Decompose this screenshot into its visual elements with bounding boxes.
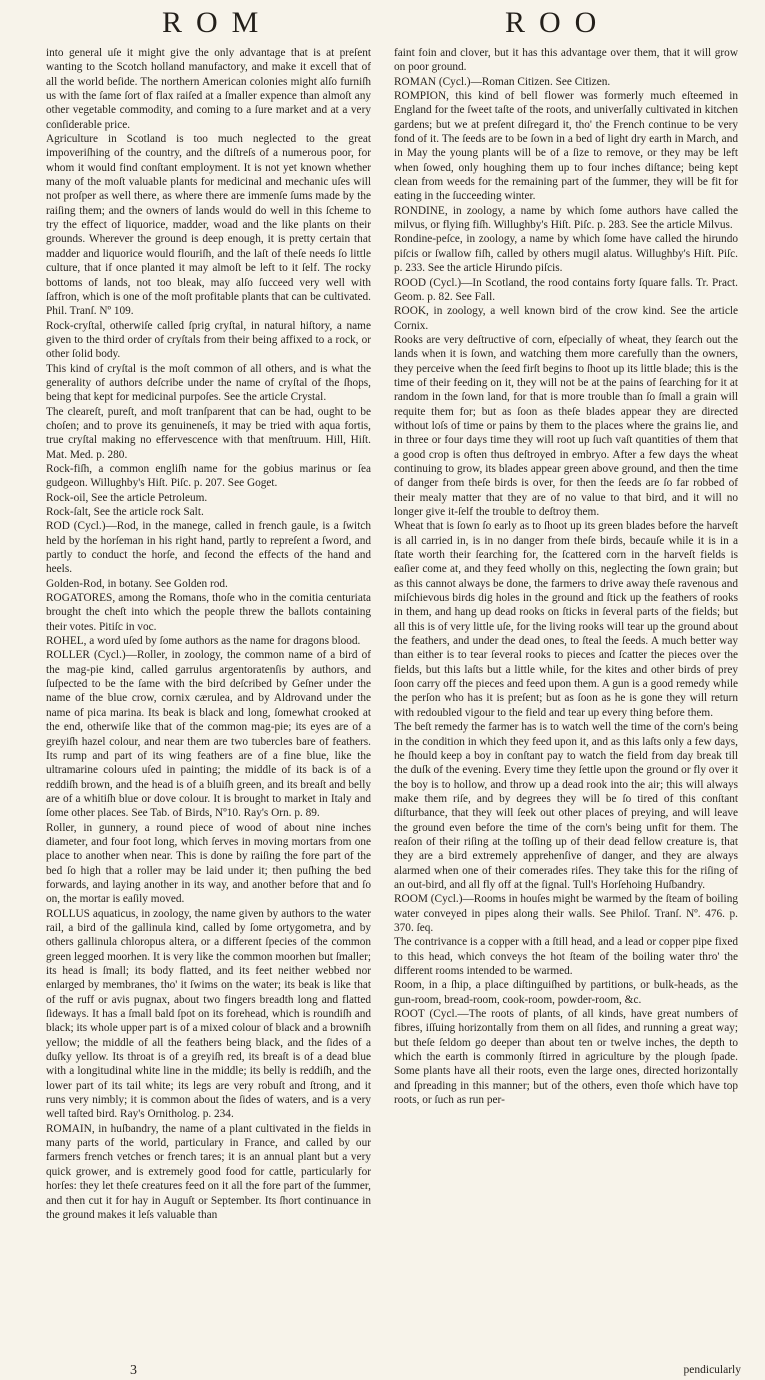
running-head-right: ROO (505, 6, 611, 39)
entry-rock-salt: Rock-ſalt, See the article rock Salt. (46, 506, 204, 518)
paragraph: into general uſe it might give the only advantage that is at preſent wanting to the Scotch holland manufactory, and make it excell that of all the world beſide. The northern American colonies might alſo furniſh us with the ſame ſort of flax raiſed at a ſmaller expence than almoſt any other vegetable commodity, and coming to a ſure market and at a very conſiderable price. (46, 47, 371, 131)
entry-rook: ROOK, in zoology, a well known bird of the crow kind. See the article Cornix. (394, 305, 738, 332)
paragraph: Agriculture in Scotland is too much neglected to the great impoveriſhing of the country, and the diſtreſs of a numerous poor, for whom it would find conſtant employment. It is not yet known whether many of the moſt valuable plants for medicinal and mechanic uſes will not proſper as well there, as where there are immenſe ſums made by the raiſing them; and the owners of lands would do well in this ſcheme to try the effect of liquorice, madder, woad and the like plants on their grounds. Wherever the ground is deep enough, it is pretty certain that madder and liquorice would flouriſh, and the laſt of theſe needs ſo little culture, that if once planted it may almoſt be left to it ſelf. The rocky bottoms of lands, not too bleak, may alſo ſucceed very well with ſaffron, which is one of the moſt profitable plants that can be cultivated. Phil. Tranſ. Nº 109. (46, 133, 371, 318)
entry-rogatores: ROGATORES, among the Romans, thoſe who in the comitia centuriata brought the cheſt into which the people threw the ballots containing their votes. Pitiſc in voc. (46, 592, 371, 633)
paragraph: Wheat that is ſown ſo early as to ſhoot up its green blades before the harveſt is all carried in, is in no danger from theſe birds, becauſe while it is in a ſtate worth their ſearching for, the ſcattered corn in the harveſt fields is eaſier come at, and they feed wholly on this, neglecting the ſown grain; but as this cannot always be done, the farmers to drive away theſe ravenous and miſchievous birds dig holes in the ground and ſtick up the feathers of rooks in them, and hang up dead rooks on ſticks in ſeveral parts of the fields; but all this is of very little uſe, for the living rooks will tear up the ground about the feathers, and under the dead ones, to ſteal the ſeeds. A much better way than either is to tear ſeveral rooks to pieces and ſcatter the pieces over the fields, but this laſts but a little while, for the kites and other birds of prey ſoon carry off the pieces and feed upon them. A gun is a good remedy while the perſon who has it is preſent; but as ſoon as he is gone they will return with redoubled vigour to the field and tear up every thing before them. (394, 520, 738, 719)
paragraph: This kind of cryſtal is the moſt common of all others, and is what the generality of authors deſcribe under the name of cryſtal of the ſhops, being that kept for medicinal purpoſes. See the article Crystal. (46, 362, 371, 404)
entry-rod: ROD (Cycl.)—Rod, in the manege, called in french gaule, is a ſwitch held by the horſeman in his right hand, partly to repreſent a ſword, and partly to conduct the horſe, and ſecond the effects of the hand and heels. (46, 520, 371, 576)
entry-room: ROOM (Cycl.)—Rooms in houſes might be warmed by the ſteam of boiling water conveyed in pipes along their walls. See Philoſ. Tranſ. Nº. 476. p. 370. ſeq. (394, 893, 738, 934)
signature-mark: 3 (130, 1363, 137, 1378)
paragraph: faint foin and clover, but it has this advantage over them, that it will grow on poor ground. (394, 47, 738, 74)
left-column (46, 46, 371, 1222)
entry-rood: ROOD (Cycl.)—In Scotland, the rood contains forty ſquare falls. Tr. Pract. Geom. p. 82. See Fall. (394, 276, 738, 303)
entry-romain: ROMAIN, in huſbandry, the name of a plant cultivated in the fields in many parts of the world, particulary in France, and called by our farmers french vetches or french tares; it is an annual plant but a very quick grower, and is extremely good food for cattle, particularly for horſes: they let theſe creatures feed on it all the fore part of the ſummer, and then cut it for hay in Auguſt or September. Its ſhort continuance in the ground makes it leſs valuable than (46, 1122, 371, 1221)
entry-rollus: ROLLUS aquaticus, in zoology, the name given by authors to the water rail, a bird of the gallinula kind, called by ſome ortygometra, and by others gallinula chloropus altera, or a different ſpecies of the common green legged moorhen. It is very like the common moorhen but ſmaller; its head is ſmall; its body flatted, and its feet neither webbed nor enlarged by membranes, tho' it ſwims on the water; its beak is like that of the ruff or avis pugnax, about two fingers breadth long and flatted ſideways. It has a ſmall bald ſpot on its forehead, which is roundiſh and black; its whole upper part is of a mixed colour of black and a browniſh yellow; the middle of all the feathers being black, and the ſides of a duſky yellow. Its throat is of a greyiſh red, its breaſt is of a dead blue with a longitudinal white line in the middle; its belly is reddiſh, and the lower part of its tail white; its legs are very robuſt and ſtrong, and it runs very nimbly; it is common about the ſides of waters, and is a very well taſted bird. Ray's Ornitholog. p. 234. (46, 907, 371, 1121)
paragraph: The contrivance is a copper with a ſtill head, and a lead or copper pipe fixed to this head, which conveys the hot ſteam of the boiling water thro' the different rooms intended to be warmed. (394, 936, 738, 977)
entry-room-ship: Room, in a ſhip, a place diſtinguiſhed by partitions, or bulk-heads, as the gun-room, bread-room, cook-room, powder-room, &c. (394, 979, 738, 1006)
entry-rock-fish: Rock-fiſh, a common engliſh name for the gobius marinus or ſea gudgeon. Willughby's Hiſt. Piſc. p. 207. See Goget. (46, 462, 371, 490)
paragraph: The beſt remedy the farmer has is to watch well the time of the corn's being in the condition in which they feed upon it, and as this laſts only a few days, he ſhould keep a boy in conſtant pay to watch the field from day break till the duſk of the evening. Every time they ſettle upon the ground or fly over it the boy is to hollow, and throw up a dead rook into the air; this will always make them riſe, and by degrees they will be ſo tired of this conſtant diſturbance, that they will ſeek out other places of preying, and will leave the ground even before the time of the corn's being unfit for them. The reaſon of their riſing at the toſſing up of their dead fellow creature is, that they are a bird extremely apprehenſive of danger, and they are always alarmed when one of their comerades riſes. They take this for the riſing of an out-bird, and all fly off at the ſignal. Tull's Horſehoing Huſbandry. (394, 721, 738, 891)
entry-rock-oil: Rock-oil, See the article Petroleum. (46, 491, 208, 504)
entry-rondine: RONDINE, in zoology, a name by which ſome authors have called the milvus, or flying fiſh. Willughby's Hiſt. Piſc. p. 283. See the article Milvus. (394, 204, 738, 232)
entry-golden-rod: Golden-Rod, in botany. See Golden rod. (46, 577, 228, 590)
entry-root: ROOT (Cycl.—The roots of plants, of all kinds, have great numbers of fibres, iſſuing horizontally from them on all ſides, and running a great way; but theſe ſeldom go deeper than about ten or twelve inches, the depth to which the earth is commonly ſtirred in agriculture by the plough ſpade. Some plants have all their roots, even the large ones, directed horizontally and ſpreading in this manner; but of the others, even thoſe which have top roots, or ſuch as run per- (394, 1008, 738, 1107)
entry-roller-gunnery: Roller, in gunnery, a round piece of wood of about nine inches diameter, and four foot long, which ſerves in moving mortars from one place to another when near. This is done by raiſing the fore part of the bed ſo high that a roller may be laid under it; then puſhing the bed forwards, and laying another in its way, and another before that and ſo on, the mortar is eaſily moved. (46, 821, 371, 906)
entry-rohel: ROHEL, a word uſed by ſome authors as the name for dragons blood. (46, 635, 361, 648)
entry-rondine-pesce: Rondine-peſce, in zoology, a name by which ſome have called the hirundo piſcis or ſwallow fiſh, called by others mugil alatus. Willughby's Hiſt. Piſc. p. 233. See the article Hirundo piſcis. (394, 233, 738, 275)
running-head-left: ROM (162, 6, 273, 39)
right-column (394, 46, 738, 1107)
paragraph: The cleareſt, pureſt, and moſt tranſparent that can be had, ought to be choſen; and to prove its genuineneſs, it may be tried with aqua fortis, true cryſtal making no effervescence with that menſtruum. Hill, Hiſt. Mat. Med. p. 280. (46, 405, 371, 461)
entry-roller: ROLLER (Cycl.)—Roller, in zoology, the common name of a bird of the mag-pie kind, called garrulus argentoratenſis by authors, and ſuſpected to be the ſame with the bird deſcribed by Geſner under the name of the blue crow, cornix cærulea, and by Aldrovand under the name of pica marina. Its beak is black and long, ſomewhat crooked at the end, otherwiſe like that of the common mag-pie; its eyes are of a greyiſh hazel colour, and near them are two tubercles bare of feathers. Its rump and part of its wing feathers are of a fine blue, like the ultramarine colours uſed in painting; the middle of its back is of a reddiſh brown, and the head is of a bluiſh green, and its breaſt and belly are of a whitiſh blue or dove colour. It is brought to market in Italy and ſome other places. See Tab. of Birds, Nº10. Ray's Orn. p. 89. (46, 649, 371, 820)
catchword: pendicularly (683, 1364, 741, 1376)
entry-rompion: ROMPION, this kind of bell flower was formerly much eſteemed in England for the ſweet taſte of the roots, and univerſally cultivated in kitchen gardens; but we at preſent diſregard it, tho' the French continue to be very fond of it. The ſeeds are to be ſown in a bed of light dry earth in March, and in May the young plants will be of a ſize to remove, or they may be left when ſowed, only houghing them up to four inches diſtance; being kept clean from weeds for the remaining part of the ſummer, they will be fit for eating in the ſucceeding winter. (394, 90, 738, 203)
paragraph: Rooks are very deſtructive of corn, eſpecially of wheat, they ſearch out the lands when it is ſown, and watching them more carefully than the owners, they perceive when the ſeed firſt begins to ſhoot up its little blade; this is the time of their feeding on it, they will not be at the pains of ſearching for it at random in the ſown land, for that is more trouble than ſo ſmall a grain will requite them for; but as ſoon as theſe blades appear they are directed without loſs of time or pains by them to the places where the grains lie, and in three or four days time they will root up ſuch vaſt quantities of them that a good crop is often thus deſtroyed in embryo. After a few days the wheat continuing to grow, its blades appear green above ground, and then the time of danger from theſe birds is over, for then the ſeeds are ſo far robbed of their mealy matter that they are of no value to that bird, and it will no longer give it-ſelf the trouble to deſtroy them. (394, 333, 738, 518)
entry-rock-crystal: Rock-cryſtal, otherwiſe called ſprig cryſtal, in natural hiſtory, a name given to the third order of cryſtals from their being affixed to a rock, or other ſolid body. (46, 319, 371, 361)
entry-roman: ROMAN (Cycl.)—Roman Citizen. See Citizen. (394, 75, 611, 88)
